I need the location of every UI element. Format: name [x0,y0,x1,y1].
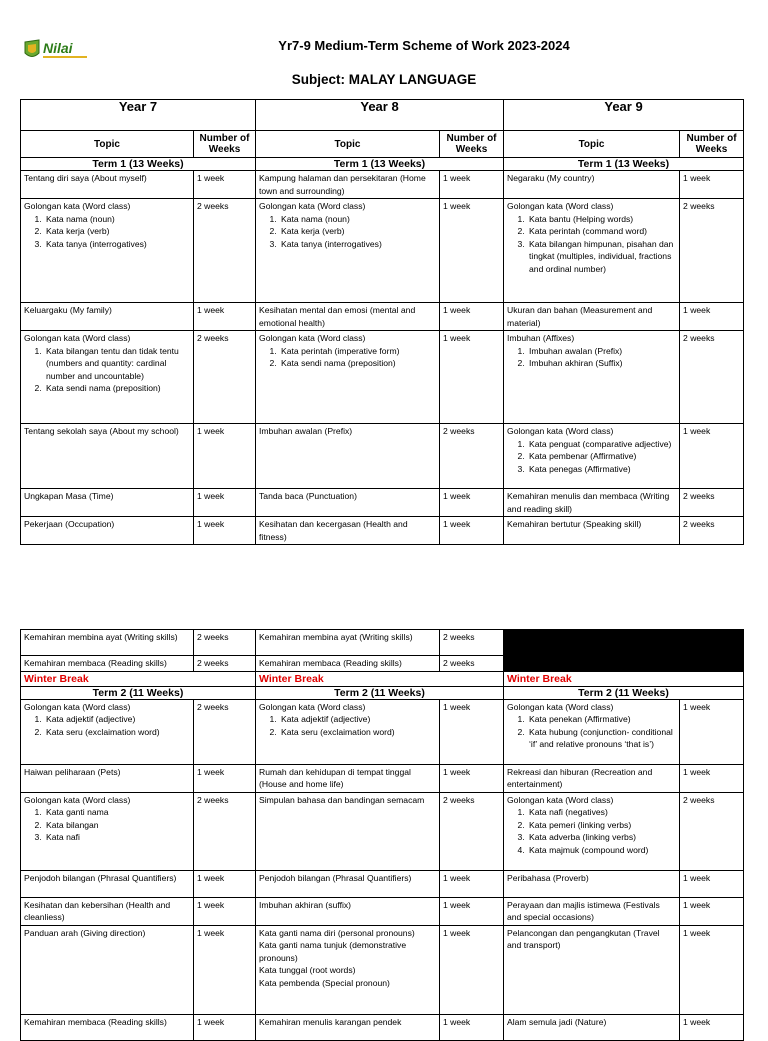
weeks-cell: 1 week [680,171,744,199]
weeks-cell: 1 week [440,517,504,545]
blacked-out-cell [504,630,744,672]
subtopic-item: 3. Kata penegas (Affirmative) [527,463,676,476]
topic-header: Topic [256,131,440,158]
topic-text: Golongan kata (Word class) [259,701,366,712]
subtopic-item: 2. Kata kerja (verb) [44,225,190,238]
topic-cell [504,171,680,199]
topic-cell [504,792,680,870]
subtopic-item: 1. Kata nama (noun) [44,213,190,226]
topic-text: Golongan kata (Word class) [259,201,366,211]
weeks-cell: 2 weeks [194,699,256,764]
weeks-cell: 2 weeks [440,656,504,672]
topic-cell [21,424,194,489]
topic-cell [256,171,440,199]
table-row [21,699,744,764]
topic-text: Penjodoh bilangan (Phrasal Quantifiers) [24,872,177,883]
winter-break-row [21,671,744,686]
weeks-cell: 2 weeks [194,199,256,303]
weeks-cell: 1 week [194,764,256,792]
topic-text: Keluargaku (My family) [24,305,112,315]
subtopic-item: 1. Kata ganti nama [44,806,190,819]
topic-text: Peribahasa (Proverb) [507,872,589,883]
subtopic-item: 1. Kata perintah (imperative form) [279,345,436,358]
topic-text: Kesihatan mental dan emosi (mental and emotional health) [259,305,416,328]
topic-text: Golongan kata (Word class) [24,701,131,712]
table-row [21,517,744,545]
subtopic-item: 1. Kata adjektif (adjective) [279,713,436,726]
topic-cell [21,897,194,925]
topic-cell [21,699,194,764]
topic-text: Pekerjaan (Occupation) [24,519,115,529]
topic-cell [504,331,680,424]
subtopic-item: 1. Kata bantu (Helping words) [527,213,676,226]
topic-text: Golongan kata (Word class) [507,426,614,436]
table-row [21,171,744,199]
table-row [21,424,744,489]
weeks-cell: 1 week [440,1014,504,1040]
topic-cell [504,699,680,764]
weeks-cell: 1 week [440,489,504,517]
table-row [21,630,744,656]
topic-text: Golongan kata (Word class) [259,333,366,343]
topic-text: Ukuran dan bahan (Measurement and material) [507,305,653,328]
subtopic-list [259,213,436,251]
weeks-cell: 1 week [680,897,744,925]
topic-text: Tentang diri saya (About myself) [24,173,147,183]
topic-text: Tentang sekolah saya (About my school) [24,426,179,436]
topic-text: Golongan kata (Word class) [24,201,131,211]
topic-cell [256,424,440,489]
topic-extra-line: Kata tunggal (root words) [259,965,356,975]
weeks-cell: 1 week [680,424,744,489]
topic-cell [504,303,680,331]
topic-text: Haiwan peliharaan (Pets) [24,766,121,777]
subtopic-list [259,713,436,738]
weeks-cell: 1 week [440,764,504,792]
subtopic-item: 3. Kata adverba (linking verbs) [527,831,676,844]
topic-cell [21,1014,194,1040]
subtopic-list [507,806,676,856]
topic-header: Topic [21,131,194,158]
topic-cell [256,331,440,424]
topic-cell [256,199,440,303]
topic-text: Imbuhan akhiran (suffix) [259,899,352,910]
subtopic-item: 2. Kata sendi nama (preposition) [279,357,436,370]
subtopic-item: 1. Kata adjektif (adjective) [44,713,190,726]
topic-cell [21,630,194,656]
topic-cell [21,489,194,517]
subtopic-list [259,345,436,370]
weeks-cell: 1 week [680,870,744,897]
term2-body [21,699,744,1040]
table-row [21,897,744,925]
topic-text: Simpulan bahasa dan bandingan semacam [259,794,425,805]
weeks-cell: 2 weeks [680,199,744,303]
topic-text: Perayaan dan majlis istimewa (Festivals and special occasions) [507,899,660,922]
weeks-cell: 1 week [440,870,504,897]
subtopic-list [507,213,676,276]
subject-title: Subject: MALAY LANGUAGE [291,72,477,87]
subtopic-list [24,713,190,738]
weeks-cell: 2 weeks [440,424,504,489]
topic-cell [256,925,440,1014]
weeks-cell: 1 week [194,517,256,545]
topic-cell [504,925,680,1014]
topic-text: Pelancongan dan pengangkutan (Travel and transport) [507,927,660,950]
subtopic-item: 2. Imbuhan akhiran (Suffix) [527,357,676,370]
topic-cell [256,870,440,897]
topic-cell [21,925,194,1014]
topic-extra-line: Kata pembenda (Special pronoun) [259,977,390,988]
topic-cell [504,424,680,489]
weeks-cell: 2 weeks [440,630,504,656]
weeks-cell: 2 weeks [194,331,256,424]
topic-cell [21,792,194,870]
winter-break-label: Winter Break [256,671,504,686]
document-title: Yr7-9 Medium-Term Scheme of Work 2023-2024 [278,38,570,53]
topic-text: Golongan kata (Word class) [24,794,131,805]
topic-cell [256,764,440,792]
subtopic-list [507,438,676,476]
weeks-cell: 1 week [440,331,504,424]
topic-cell [256,699,440,764]
weeks-cell: 1 week [680,699,744,764]
weeks-cell: 2 weeks [680,331,744,424]
topic-text: Kemahiran bertutur (Speaking skill) [507,519,642,529]
term1-header-row [21,158,744,171]
weeks-cell: 2 weeks [680,792,744,870]
weeks-cell: 1 week [194,925,256,1014]
subtopic-item: 1. Kata nama (noun) [279,213,436,226]
weeks-cell: 1 week [440,171,504,199]
topic-text: Ungkapan Masa (Time) [24,491,114,501]
year-header-row [21,100,744,131]
topic-text: Kesihatan dan kebersihan (Health and cleanliess) [24,899,171,922]
topic-cell [21,303,194,331]
term2-label: Term 2 (11 Weeks) [21,686,256,699]
weeks-cell: 2 weeks [440,792,504,870]
weeks-cell: 1 week [194,171,256,199]
term1-body [21,171,744,545]
subtopic-item: 2. Kata seru (exclaimation word) [279,726,436,739]
topic-text: Panduan arah (Giving direction) [24,927,146,938]
topic-cell [256,303,440,331]
topic-text: Rekreasi dan hiburan (Recreation and entertainment) [507,766,653,789]
skills-body [21,630,744,672]
subtopic-list [24,345,190,395]
topic-cell [504,199,680,303]
winter-break-label: Winter Break [21,671,256,686]
subtopic-item: 1. Kata nafi (negatives) [527,806,676,819]
subtopic-list [507,345,676,370]
subtopic-item: 1. Kata penguat (comparative adjective) [527,438,676,451]
table-row [21,792,744,870]
topic-cell [256,656,440,672]
table-row [21,925,744,1014]
topic-text: Kesihatan dan kecergasan (Health and fitness) [259,519,408,542]
subtopic-item: 2. Kata sendi nama (preposition) [44,382,190,395]
weeks-header: Number of Weeks [680,131,744,158]
year-7-header: Year 7 [21,100,256,131]
topic-text: Kemahiran membaca (Reading skills) [24,1016,167,1027]
topic-text: Negaraku (My country) [507,173,595,183]
subtopic-item: 1. Kata bilangan tentu dan tidak tentu (numbers and quantity: cardinal number and uncountable) [44,345,190,383]
weeks-cell: 1 week [440,897,504,925]
winter-break-label: Winter Break [504,671,744,686]
weeks-cell: 1 week [194,897,256,925]
topic-cell [21,870,194,897]
subtopic-item: 2. Kata bilangan [44,819,190,832]
topic-text: Kampung halaman dan persekitaran (Home town and surrounding) [259,173,426,196]
topic-cell [256,630,440,656]
subtopic-item: 1. Kata penekan (Affirmative) [527,713,676,726]
table-row [21,870,744,897]
subtopic-item: 4. Kata majmuk (compound word) [527,844,676,857]
topic-text: Rumah dan kehidupan di tempat tinggal (House and home life) [259,766,411,789]
topic-text: Golongan kata (Word class) [507,701,614,712]
topic-extra-line: Kata ganti nama tunjuk (demonstrative pronouns) [259,940,407,963]
topic-cell [256,517,440,545]
term1-label: Term 1 (13 Weeks) [21,158,256,171]
topic-text: Kemahiran menulis karangan pendek [259,1016,402,1027]
subtopic-item: 2. Kata perintah (command word) [527,225,676,238]
logo-text: Nilai [43,40,73,56]
subtopic-item: 3. Kata tanya (interrogatives) [279,238,436,251]
topic-text: Kata ganti nama diri (personal pronouns) [259,927,415,938]
topic-text: Kemahiran menulis dan membaca (Writing and reading skill) [507,491,670,514]
topic-text: Kemahiran membina ayat (Writing skills) [259,632,413,642]
subtopic-item: 2. Kata pemeri (linking verbs) [527,819,676,832]
topic-cell [256,1014,440,1040]
scheme-table-term2 [20,629,744,1041]
topic-text: Penjodoh bilangan (Phrasal Quantifiers) [259,872,412,883]
table-row [21,489,744,517]
topic-text: Alam semula jadi (Nature) [507,1016,607,1027]
table-row [21,1014,744,1040]
year-8-header: Year 8 [256,100,504,131]
weeks-cell: 2 weeks [194,656,256,672]
weeks-cell: 1 week [440,699,504,764]
weeks-cell: 1 week [194,870,256,897]
topic-cell [256,792,440,870]
column-header-row [21,131,744,158]
weeks-cell: 1 week [194,489,256,517]
topic-text: Kemahiran membaca (Reading skills) [259,658,402,668]
table-row [21,331,744,424]
topic-header: Topic [504,131,680,158]
topic-cell [21,656,194,672]
topic-cell [504,764,680,792]
weeks-cell: 1 week [680,925,744,1014]
topic-cell [21,764,194,792]
weeks-cell: 1 week [440,199,504,303]
weeks-cell: 2 weeks [680,489,744,517]
topic-text: Golongan kata (Word class) [507,794,614,805]
weeks-cell: 1 week [194,424,256,489]
topic-cell [21,331,194,424]
term1-label: Term 1 (13 Weeks) [504,158,744,171]
topic-text: Kemahiran membaca (Reading skills) [24,658,167,668]
topic-cell [21,171,194,199]
topic-cell [504,517,680,545]
topic-text: Golongan kata (Word class) [507,201,614,211]
topic-text: Imbuhan (Affixes) [507,333,575,343]
weeks-cell: 1 week [194,303,256,331]
subtopic-item: 3. Kata tanya (interrogatives) [44,238,190,251]
scheme-table-term1 [20,99,744,545]
term2-header-row [21,686,744,699]
term2-label: Term 2 (11 Weeks) [504,686,744,699]
table-row [21,199,744,303]
topic-cell [504,897,680,925]
weeks-cell: 1 week [194,1014,256,1040]
weeks-cell: 1 week [440,925,504,1014]
subtopic-item: 2. Kata pembenar (Affirmative) [527,450,676,463]
page-header [0,0,768,98]
topic-cell [256,897,440,925]
weeks-cell: 1 week [680,1014,744,1040]
weeks-cell: 2 weeks [194,792,256,870]
subtopic-item: 2. Kata kerja (verb) [279,225,436,238]
table-row [21,764,744,792]
subtopic-item: 3. Kata bilangan himpunan, pisahan dan tingkat (multiples, individual, fractions and ordinal number) [527,238,676,276]
topic-text: Kemahiran membina ayat (Writing skills) [24,632,178,642]
topic-cell [21,199,194,303]
subtopic-item: 3. Kata nafi [44,831,190,844]
weeks-cell: 1 week [440,303,504,331]
subtopic-list [24,213,190,251]
term1-label: Term 1 (13 Weeks) [256,158,504,171]
weeks-cell: 2 weeks [194,630,256,656]
topic-cell [21,517,194,545]
year-9-header: Year 9 [504,100,744,131]
table-row [21,303,744,331]
topic-text: Imbuhan awalan (Prefix) [259,426,353,436]
topic-cell [504,870,680,897]
subtopic-list [24,806,190,844]
subtopic-item: 2. Kata hubung (conjunction- conditional ‘if’ and relative pronouns ‘that is’) [527,726,676,751]
weeks-header: Number of Weeks [194,131,256,158]
weeks-cell: 2 weeks [680,517,744,545]
weeks-cell: 1 week [680,303,744,331]
weeks-cell: 1 week [680,764,744,792]
topic-text: Tanda baca (Punctuation) [259,491,357,501]
subtopic-item: 1. Imbuhan awalan (Prefix) [527,345,676,358]
subtopic-item: 2. Kata seru (exclaimation word) [44,726,190,739]
term2-label: Term 2 (11 Weeks) [256,686,504,699]
topic-cell [504,489,680,517]
subtopic-list [507,713,676,751]
topic-cell [504,1014,680,1040]
weeks-header: Number of Weeks [440,131,504,158]
topic-cell [256,489,440,517]
topic-text: Golongan kata (Word class) [24,333,131,343]
